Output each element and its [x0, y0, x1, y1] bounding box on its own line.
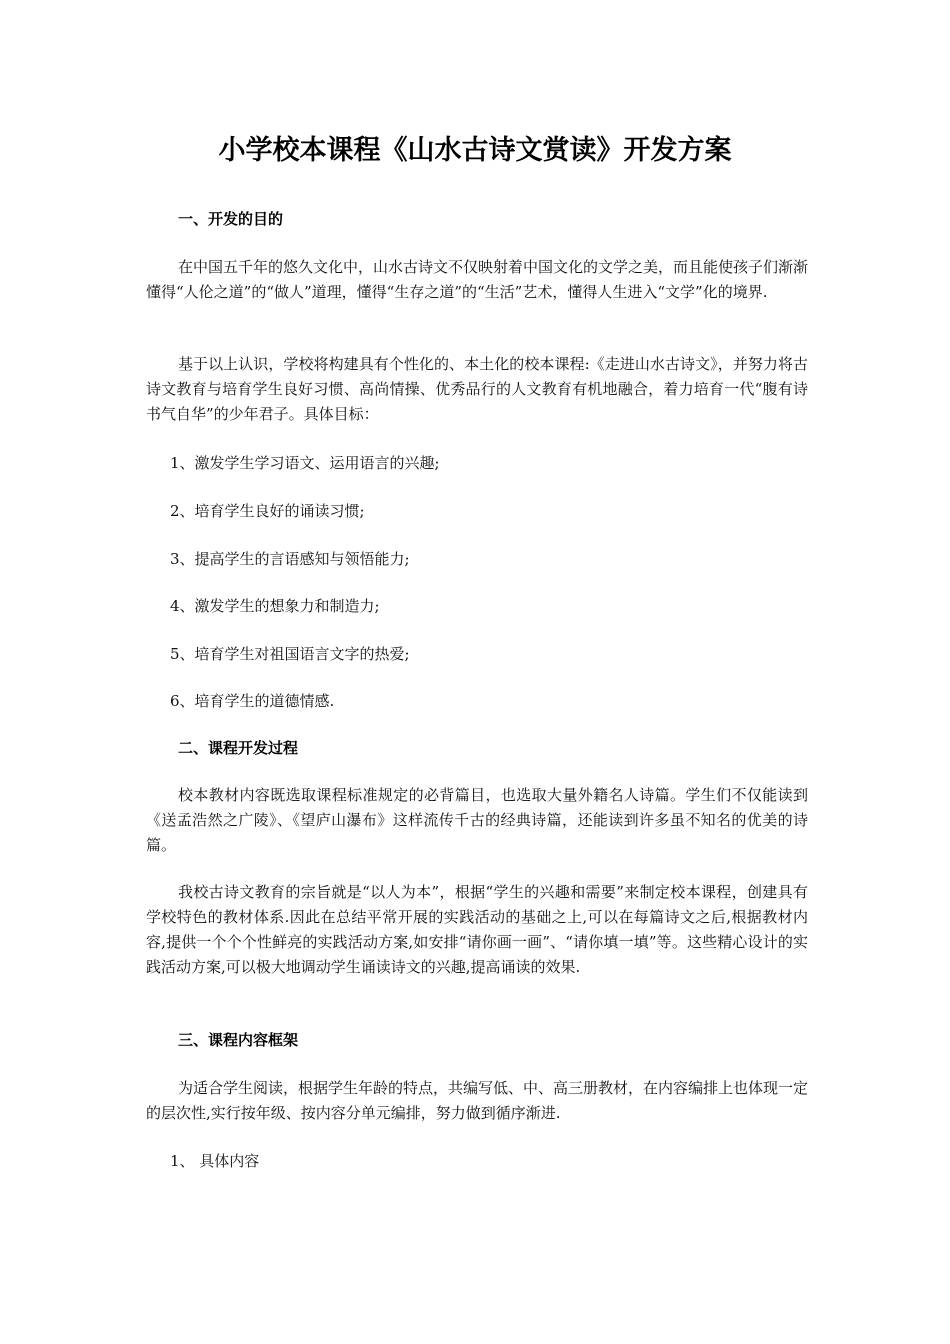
goal-item-3: 3、提高学生的言语感知与领悟能力; [170, 550, 410, 568]
document-title: 小学校本课程《山水古诗文赏读》开发方案 [218, 135, 732, 166]
goal-item-6: 6、培育学生的道德情感. [170, 692, 335, 710]
paragraph-purpose-goals: 基于以上认识，学校将构建具有个性化的、本土化的校本课程:《走进山水古诗文》，并努力将古诗文教育与培育学生良好习惯、高尚情操、优秀品行的人文教育有机地融合，着力培育一代“腹有诗书气自华”的少年君子。具体目标： [146, 355, 808, 423]
framework-item-1: 1、 具体内容 [170, 1152, 260, 1170]
goal-item-5: 5、培育学生对祖国语言文字的热爱; [170, 645, 410, 663]
goal-item-2: 2、培育学生良好的诵读习惯; [170, 502, 365, 520]
section-heading-process: 二、课程开发过程 [178, 739, 299, 757]
paragraph-purpose-intro: 在中国五千年的悠久文化中，山水古诗文不仅映射着中国文化的文学之美，而且能使孩子们渐渐懂得“人伦之道”的“做人”道理，懂得“生存之道”的“生活”艺术，懂得人生进入“文学”化的境界. [146, 258, 809, 301]
goal-item-1: 1、激发学生学习语文、运用语言的兴趣; [170, 454, 440, 472]
goal-item-4: 4、激发学生的想象力和制造力; [170, 597, 380, 615]
paragraph-process-principle: 我校古诗文教育的宗旨就是“以人为本”，根据“学生的兴趣和需要”来制定校本课程，创建具有学校特色的教材体系.因此在总结平常开展的实践活动的基础之上,可以在每篇诗文之后,根据教材内容,提供一个个个性鲜亮的实践活动方案,如安排“请你画一画”、“请你填一填”等。这些精心设计的实践活动方案,可以极大地调动学生诵读诗文的兴趣,提高诵读的效果. [146, 883, 808, 976]
section-heading-purpose: 一、开发的目的 [178, 210, 284, 228]
section-heading-framework: 三、课程内容框架 [178, 1031, 299, 1049]
paragraph-process-materials: 校本教材内容既选取课程标准规定的必背篇目，也选取大量外籍名人诗篇。学生们不仅能读到《送孟浩然之广陵》、《望庐山瀑布》这样流传千古的经典诗篇，还能读到许多虽不知名的优美的诗篇。 [146, 786, 808, 854]
paragraph-framework-intro: 为适合学生阅读，根据学生年龄的特点，共编写低、中、高三册教材，在内容编排上也体现一定的层次性,实行按年级、按内容分单元编排，努力做到循序渐进. [146, 1079, 809, 1122]
